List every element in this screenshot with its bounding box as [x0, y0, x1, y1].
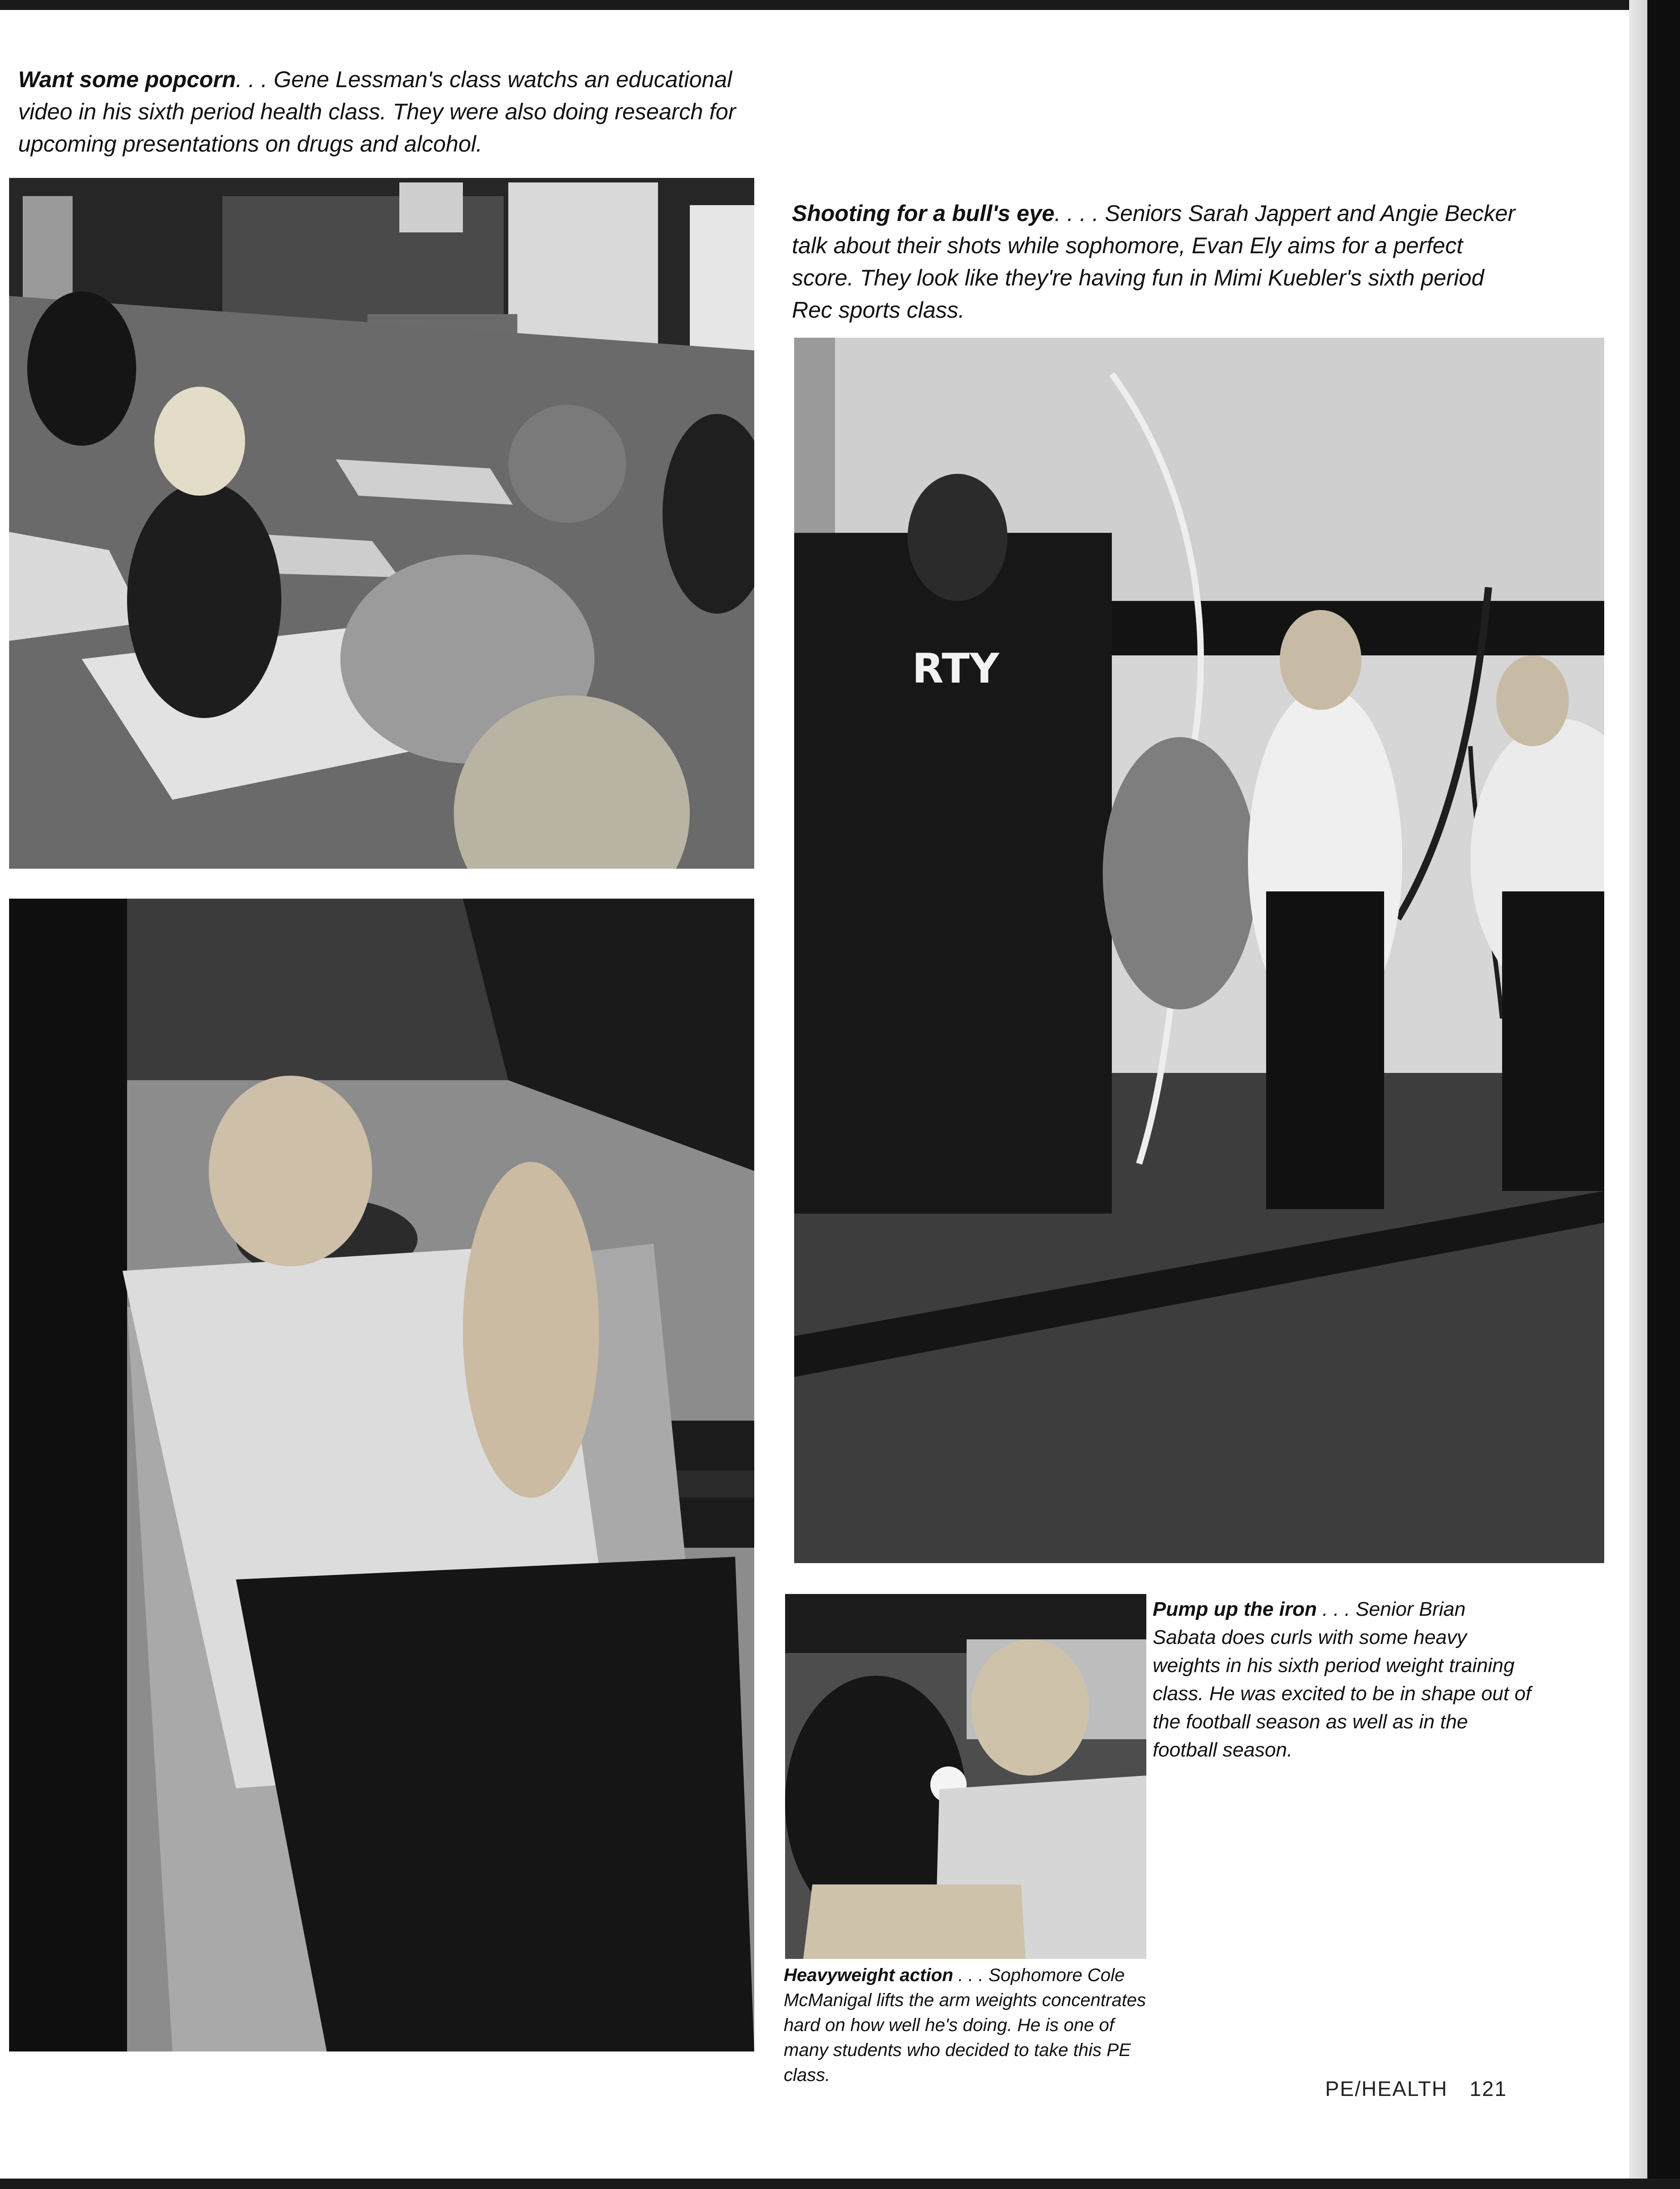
caption-bullseye-lead: Shooting for a bull's eye [792, 201, 1055, 226]
photo-weight-bench [9, 899, 754, 2051]
photo-archery-gym [794, 338, 1604, 1563]
caption-bullseye-body: . . . . Seniors Sarah Jappert and Angie Becker talk about their shots while sophomore, Evan Ely aims for a perfect score. They look like they're having fun in Mimi Kuebler's sixth period Rec sports class. [792, 201, 1516, 323]
page-folio [1325, 2076, 1529, 2101]
archery-illustration [794, 338, 1604, 1563]
caption-popcorn-lead: Want some popcorn [18, 67, 236, 92]
curls-illustration [785, 1594, 1146, 1959]
caption-iron-body: . . . Senior Brian Sabata does curls with some heavy weights in his sixth period weight training class. He was excited to be in shape out of the football season as well as in the football season. [1153, 1598, 1532, 1761]
binding-edge [1647, 0, 1680, 2189]
classroom-illustration [9, 178, 754, 869]
weightlifter-illustration [9, 899, 754, 2051]
folio-section: PE/HEALTH [1325, 2077, 1448, 2100]
bottom-scan-border [0, 2179, 1680, 2189]
caption-heavyweight-body: . . . Sophomore Cole McManigal lifts the arm weights concentrates hard on how well he's doing. He is one of many students who decided to take this PE class. [784, 1965, 1146, 2085]
caption-iron-lead: Pump up the iron [1153, 1598, 1317, 1620]
folio-page-number: 121 [1469, 2077, 1507, 2100]
sweatshirt-lettering: RTY [912, 645, 999, 693]
caption-iron [1153, 1595, 1532, 1764]
photo-health-classroom [9, 178, 754, 869]
caption-heavyweight-lead: Heavyweight action [784, 1965, 953, 1985]
caption-bullseye [792, 197, 1518, 326]
photo-arm-curls [785, 1594, 1146, 1959]
top-scan-border [0, 0, 1680, 10]
caption-popcorn [18, 64, 753, 160]
caption-heavyweight [784, 1963, 1147, 2088]
caption-popcorn-body: . . . Gene Lessman's class watchs an educational video in his sixth period health class. They were also doing research for upcoming presentations on drugs and alcohol. [18, 67, 736, 157]
